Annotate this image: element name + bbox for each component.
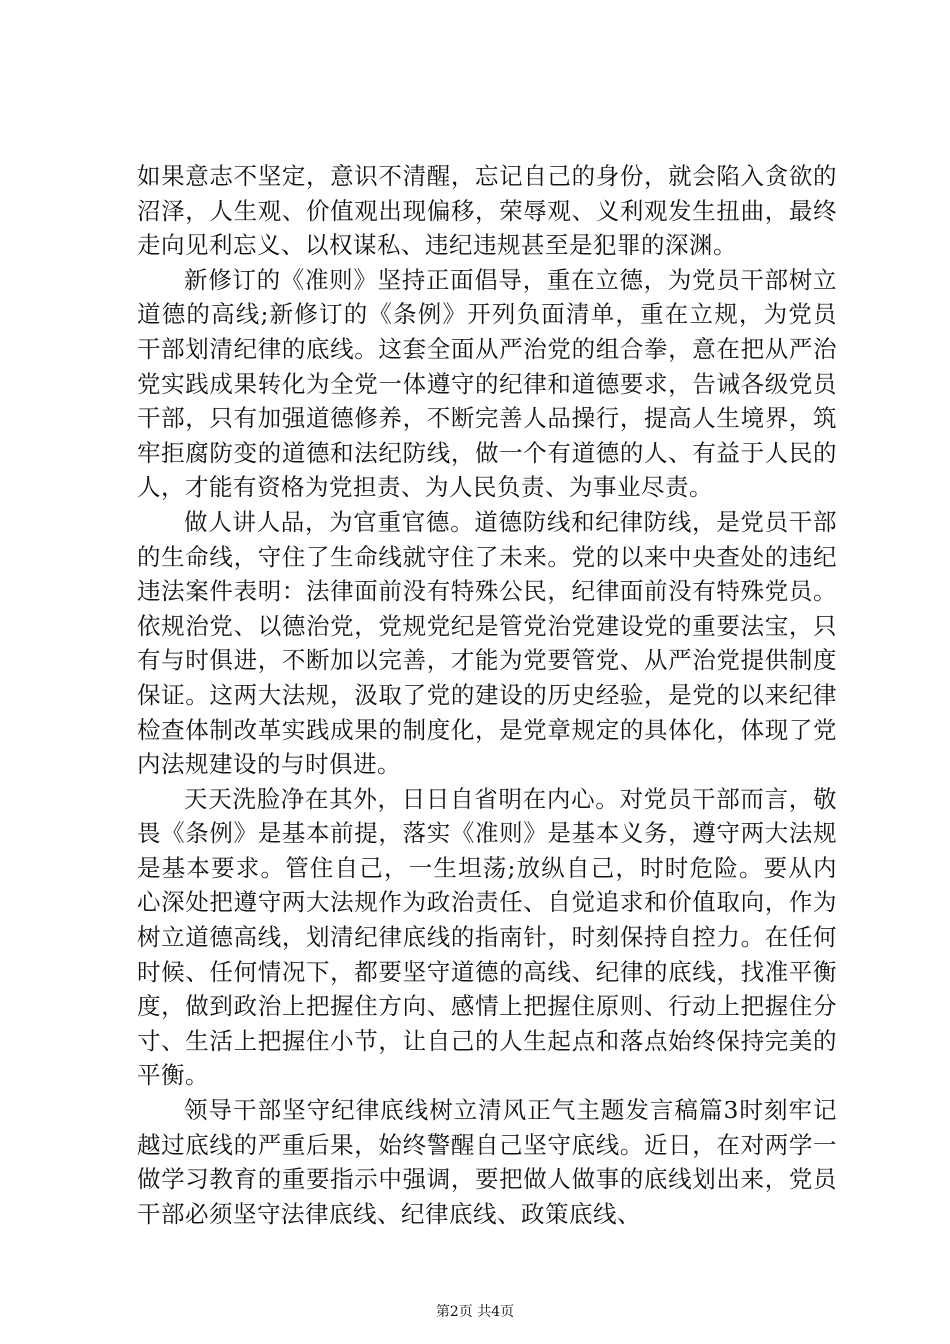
paragraph-3: 做人讲人品，为官重官德。道德防线和纪律防线，是党员干部的生命线，守住了生命线就守住了未来。党的以来中央查处的违纪违法案件表明：法律面前没有特殊公民，纪律面前没有特殊党员。依规治党、以德治党，党规党纪是管党治党建设党的重要法宝，只有与时俱进，不断加以完善，才能为党要管党、从严治党提供制度保证。这两大法规，汲取了党的建设的历史经验，是党的以来纪律检查体制改革实践成果的制度化，是党章规定的具体化，体现了党内法规建设的与时俱进。: [137, 507, 837, 779]
document-body: [137, 159, 837, 1231]
paragraph-1: 如果意志不坚定，意识不清醒，忘记自己的身份，就会陷入贪欲的沼泽，人生观、价值观出现偏移，荣辱观、义利观发生扭曲，最终走向见利忘义、以权谋私、违纪违规甚至是犯罪的深渊。: [137, 162, 837, 260]
page-number-label: 第2页 共4页: [435, 1304, 515, 1320]
paragraph-2: 新修订的《准则》坚持正面倡导，重在立德，为党员干部树立道德的高线;新修订的《条例》开列负面清单，重在立规，为党员干部划清纪律的底线。这套全面从严治党的组合拳，意在把从严治党实践成果转化为全党一体遵守的纪律和道德要求，告诫各级党员干部，只有加强道德修养，不断完善人品操行，提高人生境界，筑牢拒腐防变的道德和法纪防线，做一个有道德的人、有益于人民的人，才能有资格为党担责、为人民负责、为事业尽责。: [137, 265, 837, 502]
paragraph-4: 天天洗脸净在其外，日日自省明在内心。对党员干部而言，敬畏《条例》是基本前提，落实《准则》是基本义务，遵守两大法规是基本要求。管住自己，一生坦荡;放纵自己，时时危险。要从内心深处把遵守两大法规作为政治责任、自觉追求和价值取向，作为树立道德高线，划清纪律底线的指南针，时刻保持自控力。在任何时候、任何情况下，都要坚守道德的高线、纪律的底线，找准平衡度，做到政治上把握住方向、感情上把握住原则、行动上把握住分寸、生活上把握住小节，让自己的人生起点和落点始终保持完美的平衡。: [137, 784, 837, 1090]
paragraph-5: 领导干部坚守纪律底线树立清风正气主题发言稿篇3时刻牢记越过底线的严重后果，始终警醒自己坚守底线。近日，在对两学一做学习教育的重要指示中强调，要把做人做事的底线划出来，党员干部必须坚守法律底线、纪律底线、政策底线、: [137, 1096, 837, 1228]
page-footer: [0, 1302, 950, 1322]
